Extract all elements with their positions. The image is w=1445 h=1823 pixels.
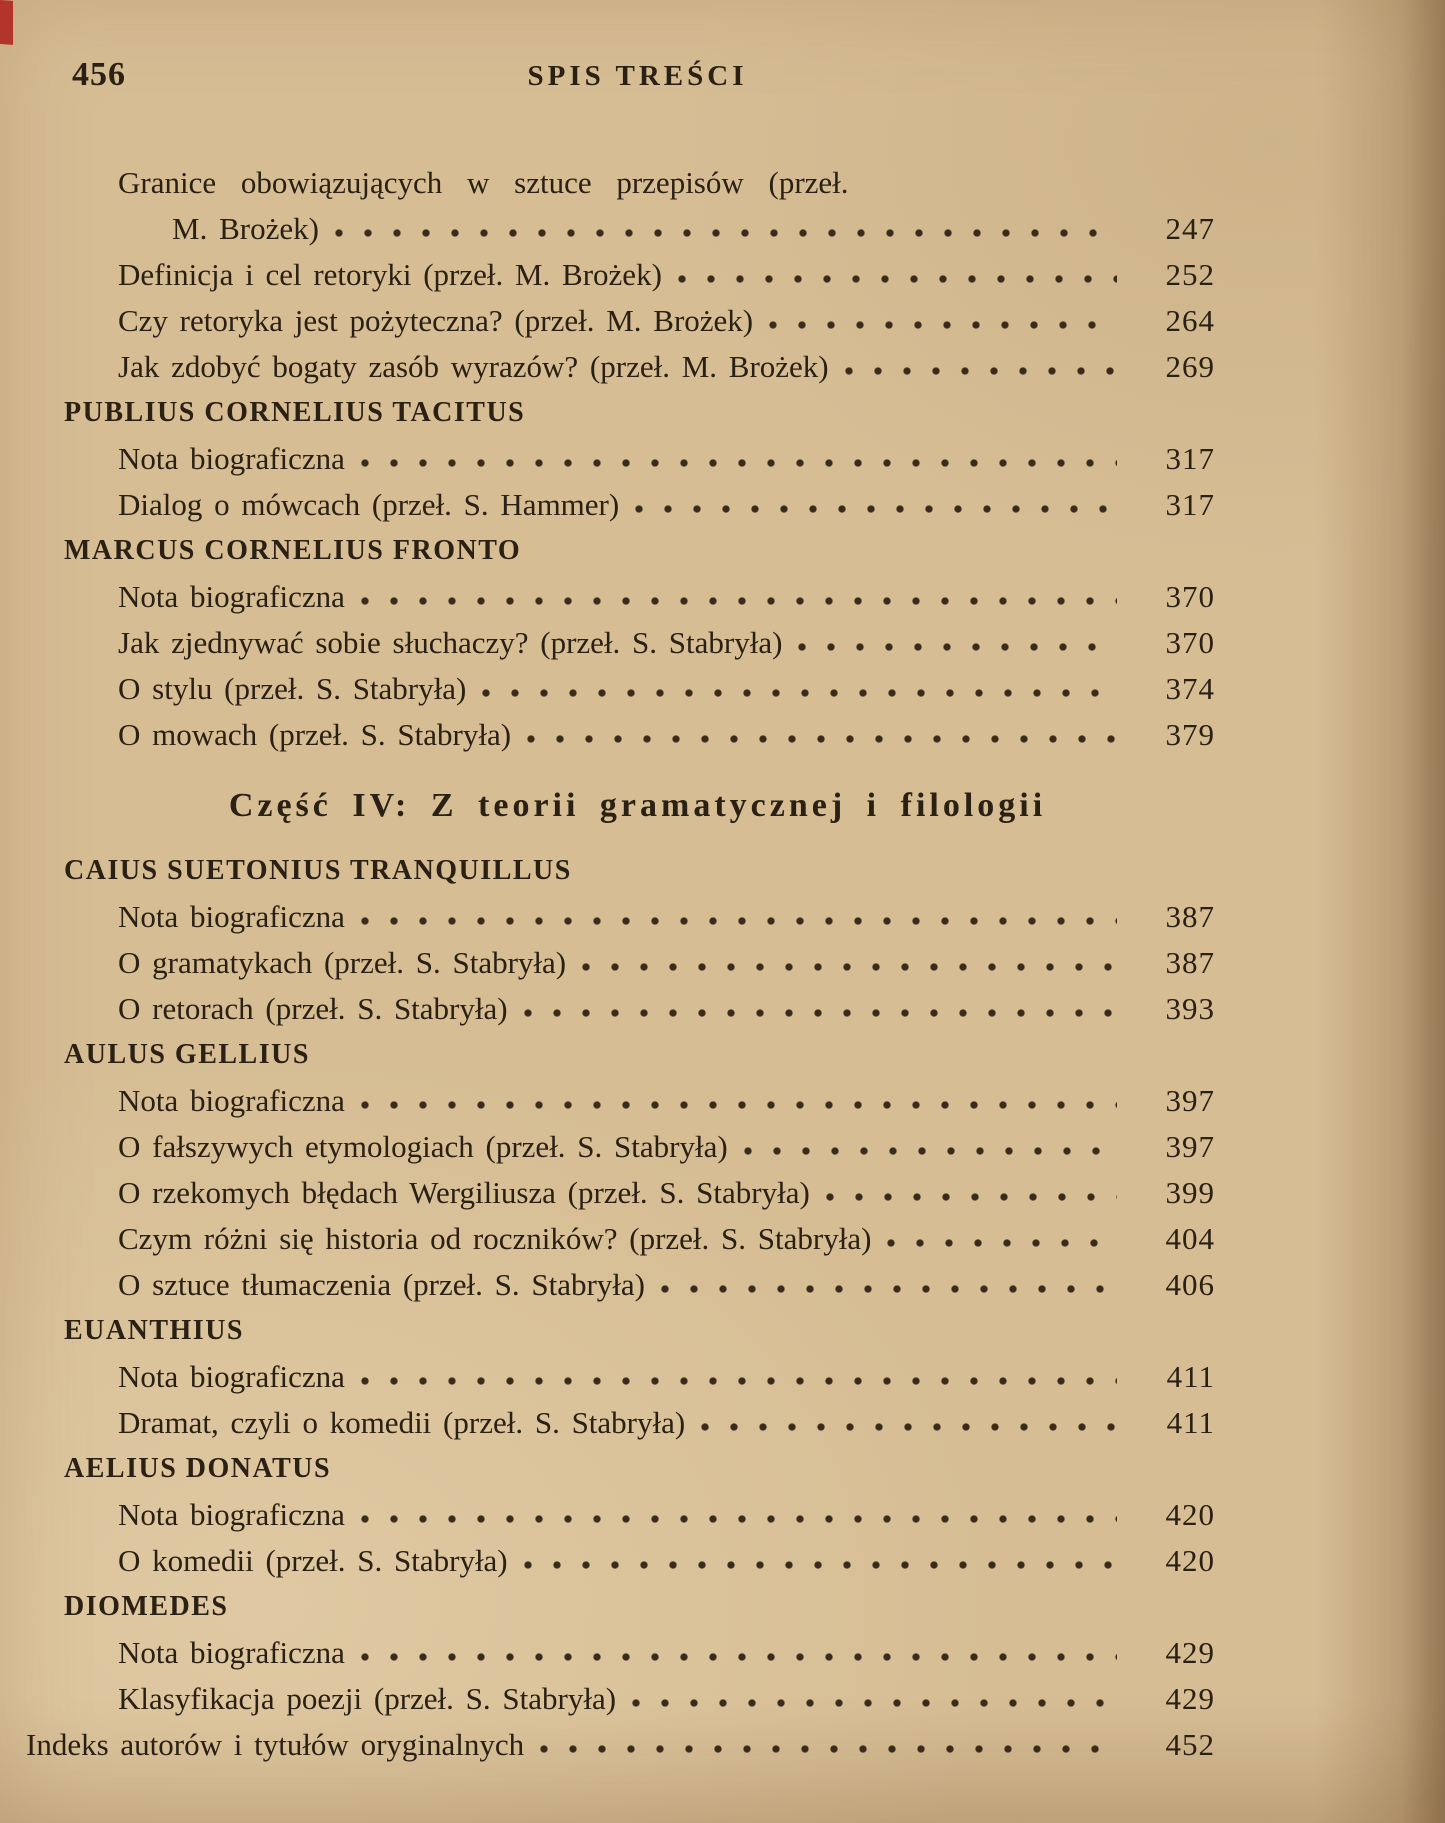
dot-leader <box>676 252 1117 298</box>
entry-text: Nota biograficzna <box>118 899 345 934</box>
dot-leader <box>630 1676 1117 1722</box>
toc-entry <box>60 1124 1215 1170</box>
dot-leader <box>359 436 1117 482</box>
entry-text: Nota biograficzna <box>118 441 345 476</box>
dot-leader <box>333 206 1117 252</box>
entry-page-number: 264 <box>1165 303 1215 338</box>
toc-entry <box>60 298 1215 344</box>
entry-text: Dialog o mówcach (przeł. S. Hammer) <box>118 487 620 522</box>
toc-author-heading: DIOMEDES <box>64 1591 229 1622</box>
toc-entry <box>60 1676 1215 1722</box>
toc-entry <box>60 1078 1215 1124</box>
entry-text: O mowach (przeł. S. Stabryła) <box>118 717 512 752</box>
entry-page-number: 404 <box>1165 1221 1215 1256</box>
entry-text: Nota biograficzna <box>118 1497 345 1532</box>
toc-entry <box>60 620 1215 666</box>
toc-list <box>26 160 1215 1768</box>
entry-text: M. Brożek) <box>172 211 319 246</box>
toc-entry <box>60 986 1215 1032</box>
entry-page-number: 420 <box>1165 1497 1215 1532</box>
toc-entry <box>60 1170 1215 1216</box>
dot-leader <box>767 298 1117 344</box>
entry-page-number: 379 <box>1165 717 1215 752</box>
entry-page-number: 269 <box>1165 349 1215 384</box>
entry-page-number: 452 <box>1165 1727 1215 1762</box>
dot-leader <box>522 986 1117 1032</box>
toc-entry <box>60 1538 1215 1584</box>
toc-entry <box>60 1216 1215 1262</box>
entry-text: Czy retoryka jest pożyteczna? (przeł. M. Brożek) <box>118 303 754 338</box>
toc-entry <box>60 940 1215 986</box>
entry-text: Nota biograficzna <box>118 1083 345 1118</box>
dot-leader <box>359 1354 1117 1400</box>
dot-leader <box>796 620 1117 666</box>
toc-author-heading: AELIUS DONATUS <box>64 1453 332 1484</box>
entry-page-number: 406 <box>1165 1267 1215 1302</box>
entry-text: O sztuce tłumaczenia (przeł. S. Stabryła) <box>118 1267 645 1302</box>
entry-text: Definicja i cel retoryki (przeł. M. Brożek) <box>118 257 662 292</box>
entry-page-number: 317 <box>1165 441 1215 476</box>
dot-leader <box>580 940 1117 986</box>
toc-entry <box>60 344 1215 390</box>
page-number: 456 <box>72 56 126 93</box>
entry-page-number: 317 <box>1165 487 1215 522</box>
toc-author-heading: AULUS GELLIUS <box>64 1039 310 1070</box>
entry-page-number: 399 <box>1165 1175 1215 1210</box>
entry-page-number: 247 <box>1165 211 1215 246</box>
toc-entry <box>60 1262 1215 1308</box>
entry-page-number: 397 <box>1165 1083 1215 1118</box>
entry-page-number: 252 <box>1165 257 1215 292</box>
toc-entry <box>60 1400 1215 1446</box>
entry-text: Nota biograficzna <box>118 1635 345 1670</box>
toc-author-heading: EUANTHIUS <box>64 1315 244 1346</box>
entry-text: Nota biograficzna <box>118 579 345 614</box>
entry-page-number: 420 <box>1165 1543 1215 1578</box>
toc-entry <box>60 1492 1215 1538</box>
entry-text: O stylu (przeł. S. Stabryła) <box>118 671 467 706</box>
dot-leader <box>699 1400 1117 1446</box>
toc-section-heading: Część IV: Z teorii gramatycznej i filologii <box>228 787 1047 824</box>
entry-text: O fałszywych etymologiach (przeł. S. Stabryła) <box>118 1129 728 1164</box>
toc-entry <box>60 712 1215 758</box>
toc-entry <box>60 574 1215 620</box>
dot-leader <box>843 344 1117 390</box>
page-edge-mark <box>0 0 13 45</box>
entry-page-number: 393 <box>1165 991 1215 1026</box>
page-header <box>60 56 1215 112</box>
entry-text: O retorach (przeł. S. Stabryła) <box>118 991 508 1026</box>
toc-author-heading: CAIUS SUETONIUS TRANQUILLUS <box>64 855 572 886</box>
toc-entry <box>60 482 1215 528</box>
entry-page-number: 429 <box>1165 1681 1215 1716</box>
entry-text: Nota biograficzna <box>118 1359 345 1394</box>
entry-page-number: 429 <box>1165 1635 1215 1670</box>
entry-text: O rzekomych błędach Wergiliusza (przeł. S. Stabryła) <box>118 1175 810 1210</box>
entry-text: Dramat, czyli o komedii (przeł. S. Stabryła) <box>118 1405 686 1440</box>
dot-leader <box>659 1262 1117 1308</box>
toc-author-heading: PUBLIUS CORNELIUS TACITUS <box>64 397 526 428</box>
entry-page-number: 370 <box>1165 579 1215 614</box>
entry-text: Jak zjednywać sobie słuchaczy? (przeł. S. Stabryła) <box>118 625 783 660</box>
entry-page-number: 411 <box>1166 1405 1215 1440</box>
dot-leader <box>359 894 1117 940</box>
dot-leader <box>885 1216 1117 1262</box>
entry-page-number: 374 <box>1165 671 1215 706</box>
entry-page-number: 411 <box>1166 1359 1215 1394</box>
dot-leader <box>359 1630 1117 1676</box>
dot-leader <box>359 1492 1117 1538</box>
entry-page-number: 397 <box>1165 1129 1215 1164</box>
toc-entry-continuation <box>60 206 1215 252</box>
dot-leader <box>359 1078 1117 1124</box>
dot-leader <box>480 666 1117 712</box>
dot-leader <box>359 574 1117 620</box>
toc-entry <box>60 1354 1215 1400</box>
toc-entry <box>60 1630 1215 1676</box>
toc-entry <box>60 252 1215 298</box>
entry-text: Jak zdobyć bogaty zasób wyrazów? (przeł. M. Brożek) <box>118 349 829 384</box>
toc-entry <box>26 1722 1215 1768</box>
toc-entry <box>60 436 1215 482</box>
running-title: SPIS TREŚCI <box>527 60 748 92</box>
dot-leader <box>824 1170 1117 1216</box>
dot-leader <box>522 1538 1117 1584</box>
toc-entry <box>60 894 1215 940</box>
toc-author-heading: MARCUS CORNELIUS FRONTO <box>64 535 522 566</box>
entry-text: O komedii (przeł. S. Stabryła) <box>118 1543 508 1578</box>
toc-entry <box>60 666 1215 712</box>
entry-page-number: 387 <box>1165 945 1215 980</box>
entry-page-number: 387 <box>1165 899 1215 934</box>
entry-text: O gramatykach (przeł. S. Stabryła) <box>118 945 567 980</box>
dot-leader <box>742 1124 1117 1170</box>
entry-text: Granice obowiązujących w sztuce przepisów (przeł. <box>118 165 849 200</box>
entry-text: Indeks autorów i tytułów oryginalnych <box>26 1727 525 1762</box>
entry-text: Czym różni się historia od roczników? (przeł. S. Stabryła) <box>118 1221 872 1256</box>
entry-text: Klasyfikacja poezji (przeł. S. Stabryła) <box>118 1681 617 1716</box>
page-content <box>26 56 1215 1768</box>
toc-entry <box>60 160 1215 252</box>
dot-leader <box>538 1722 1117 1768</box>
dot-leader <box>525 712 1117 758</box>
entry-page-number: 370 <box>1165 625 1215 660</box>
dot-leader <box>633 482 1117 528</box>
